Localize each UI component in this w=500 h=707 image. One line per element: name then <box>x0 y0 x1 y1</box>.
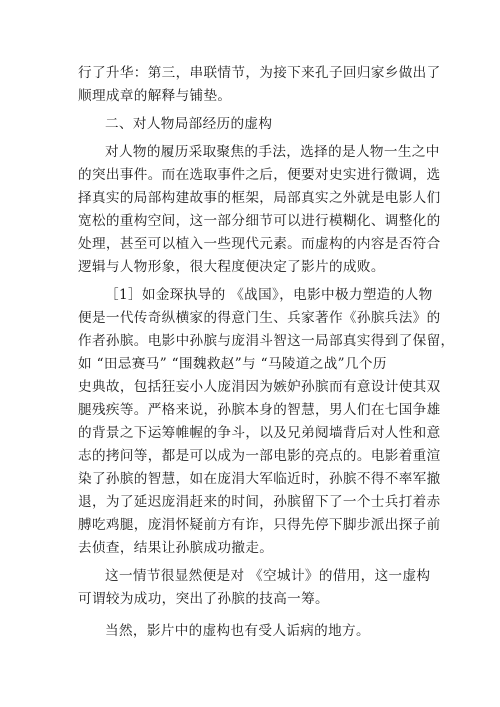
paragraph-1 <box>78 62 441 108</box>
paragraph-5 <box>78 620 428 643</box>
text-line: 染了孙膑的智慧，如在庞涓大军临近时，孙膑不得不率军撤 <box>78 471 441 487</box>
paragraph-3 <box>78 284 455 560</box>
text-line: ［1］如金琛执导的 《战国》，电影中极力塑造的人物 <box>105 287 433 303</box>
text-line: 择真实的局部构建故事的框架，局部真实之外就是电影人们 <box>78 190 441 206</box>
text-line: 如 “田忌赛马” “围魏救赵”与 “马陵道之战”几个历 <box>78 356 387 372</box>
text-line: 处理，甚至可以植入一些现代元素。而虚构的内容是否符合 <box>78 236 441 252</box>
text-line: 行了升华：第三，串联情节，为接下来孔子回归家乡做出了 <box>78 65 441 81</box>
text-line: 便是一代传奇纵横家的得意门生、兵家著作《孙膑兵法》的 <box>78 310 441 326</box>
text-line: 志的拷问等，都是可以成为一部电影的亮点的。电影着重渲 <box>78 448 441 464</box>
text-line: 当然，影片中的虚构也有受人诟病的地方。 <box>105 623 370 639</box>
text-line: 膊吃鸡腿，庞涓怀疑前方有诈，只得先停下脚步派出探子前 <box>78 517 441 533</box>
text-line: 的突出事件。而在选取事件之后，便要对史实进行微调，选 <box>78 167 441 183</box>
section-heading: 二、对人物局部经历的虚构 <box>105 116 273 132</box>
text-line: 逻辑与人物形象，很大程度便决定了影片的成败。 <box>78 259 385 275</box>
text-line: 对人物的履历采取聚焦的手法，选择的是人物一生之中 <box>105 144 440 160</box>
text-line: 退，为了延迟庞涓赶来的时间，孙膑留下了一个士兵打着赤 <box>78 494 441 510</box>
text-line: 顺理成章的解释与铺垫。 <box>78 88 232 104</box>
text-line: 史典故，包括狂妄小人庞涓因为嫉妒孙膑而有意设计使其双 <box>78 379 441 395</box>
text-line: 作者孙膑。电影中孙膑与庞涓斗智这一局部真实得到了保留， <box>78 333 455 349</box>
text-line: 去侦查，结果让孙膑成功撤走。 <box>78 540 274 556</box>
text-line: 可谓较为成功，突出了孙膑的技高一筹。 <box>78 591 329 607</box>
text-line: 这一情节很显然便是对 《空城计》的借用，这一虚构 <box>105 568 431 584</box>
text-line: 的背景之下运筹帷幄的争斗，以及兄弟阋墙背后对人性和意 <box>78 425 441 441</box>
text-line: 宽松的重构空间，这一部分细节可以进行模糊化、调整化的 <box>78 213 441 229</box>
text-line: 腿残疾等。严格来说，孙膑本身的智慧，男人们在七国争雄 <box>78 402 441 418</box>
paragraph-2 <box>78 141 441 279</box>
paragraph-4 <box>78 565 431 611</box>
document-page <box>78 62 455 643</box>
